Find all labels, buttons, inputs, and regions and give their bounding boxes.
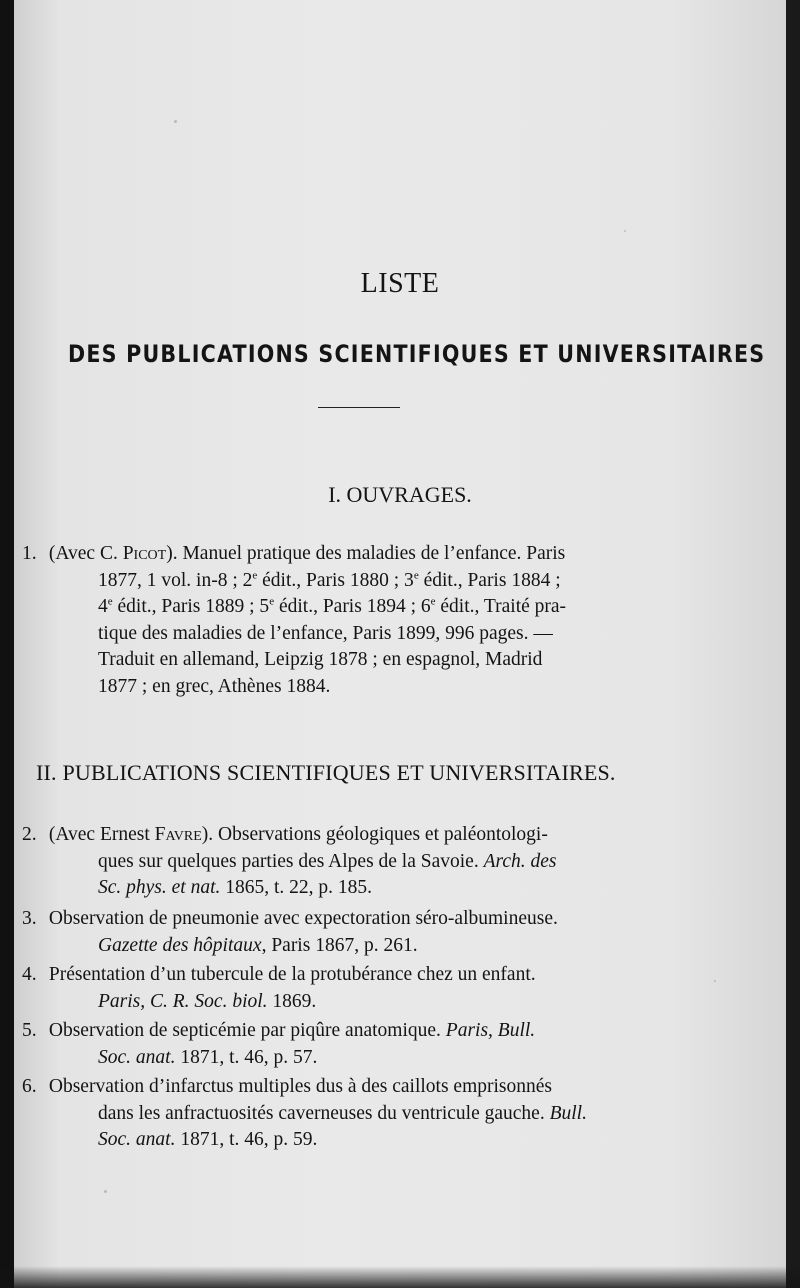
entry-line-text: (Avec Ernest Favre). Observations géologiques et paléontologi- (48, 824, 548, 845)
paper-speck (174, 120, 177, 123)
entry-number: 6. (22, 1076, 37, 1097)
entry-line-text: Observation de septicémie par piqûre anatomique. Paris, Bull. (48, 1020, 536, 1041)
page-title: LISTE (360, 268, 440, 299)
section-heading-ouvrages: I. OUVRAGES. (328, 482, 472, 507)
entry-number: 2. (22, 824, 37, 845)
paper-speck (104, 1190, 107, 1193)
entry-line-text: dans les anfractuosités caverneuses du ventricule gauche. Bull. (98, 1102, 587, 1124)
entry-number: 3. (22, 908, 37, 929)
paper-speck (434, 640, 436, 642)
entry-line-text: ques sur quelques parties des Alpes de la Savoie. Arch. des (98, 850, 557, 872)
entry-line (22, 541, 565, 568)
entry-line-text: 1877, 1 vol. in-8 ; 2e édit., Paris 1880 ; 3e édit., Paris 1884 ; (98, 569, 561, 591)
paper-speck (624, 230, 626, 232)
entry-number: 4. (22, 964, 37, 985)
entry-line-text: Présentation d’un tubercule de la protubérance chez un enfant. (48, 964, 536, 985)
entry-line (22, 962, 536, 989)
entry-number: 1. (22, 543, 37, 564)
entry-line-text: Sc. phys. et nat. 1865, t. 22, p. 185. (98, 877, 373, 898)
entry-line-text: Soc. anat. 1871, t. 46, p. 57. (98, 1046, 318, 1068)
entry-line-text: Traduit en allemand, Leipzig 1878 ; en espagnol, Madrid (98, 649, 543, 670)
scan-bottom-shadow (0, 1266, 800, 1288)
entry-line-text: (Avec C. Picot). Manuel pratique des maladies de l’enfance. Paris (48, 543, 566, 564)
title-divider (318, 407, 400, 408)
entry-line-text: 1877 ; en grec, Athènes 1884. (98, 675, 331, 697)
book-page (14, 0, 786, 1288)
entry-line-text: Observation de pneumonie avec expectoration séro-albumineuse. (48, 908, 558, 929)
entry-line-text: Observation d’infarctus multiples dus à des caillots emprisonnés (48, 1076, 552, 1097)
entry-line (22, 906, 558, 933)
entry-line-text: tique des maladies de l’enfance, Paris 1899, 996 pages. — (98, 622, 553, 644)
entry-line-text: 4e édit., Paris 1889 ; 5e édit., Paris 1894 ; 6e édit., Traité pra- (98, 595, 567, 617)
section-heading-publications: II. PUBLICATIONS SCIENTIFIQUES ET UNIVERSITAIRES. (36, 760, 616, 785)
scan-edge-shadow (786, 0, 800, 1288)
entry-line-text: Soc. anat. 1871, t. 46, p. 59. (98, 1129, 318, 1150)
page-subtitle: DES PUBLICATIONS SCIENTIFIQUES ET UNIVERSITAIRES (68, 340, 766, 368)
entry-line-text: Paris, C. R. Soc. biol. 1869. (98, 990, 317, 1012)
entry-line (22, 1074, 552, 1101)
entry-line (22, 822, 548, 849)
paper-speck (714, 980, 716, 982)
entry-line (22, 1018, 535, 1045)
entry-number: 5. (22, 1020, 37, 1041)
entry-line-text: Gazette des hôpitaux, Paris 1867, p. 261. (98, 934, 418, 956)
